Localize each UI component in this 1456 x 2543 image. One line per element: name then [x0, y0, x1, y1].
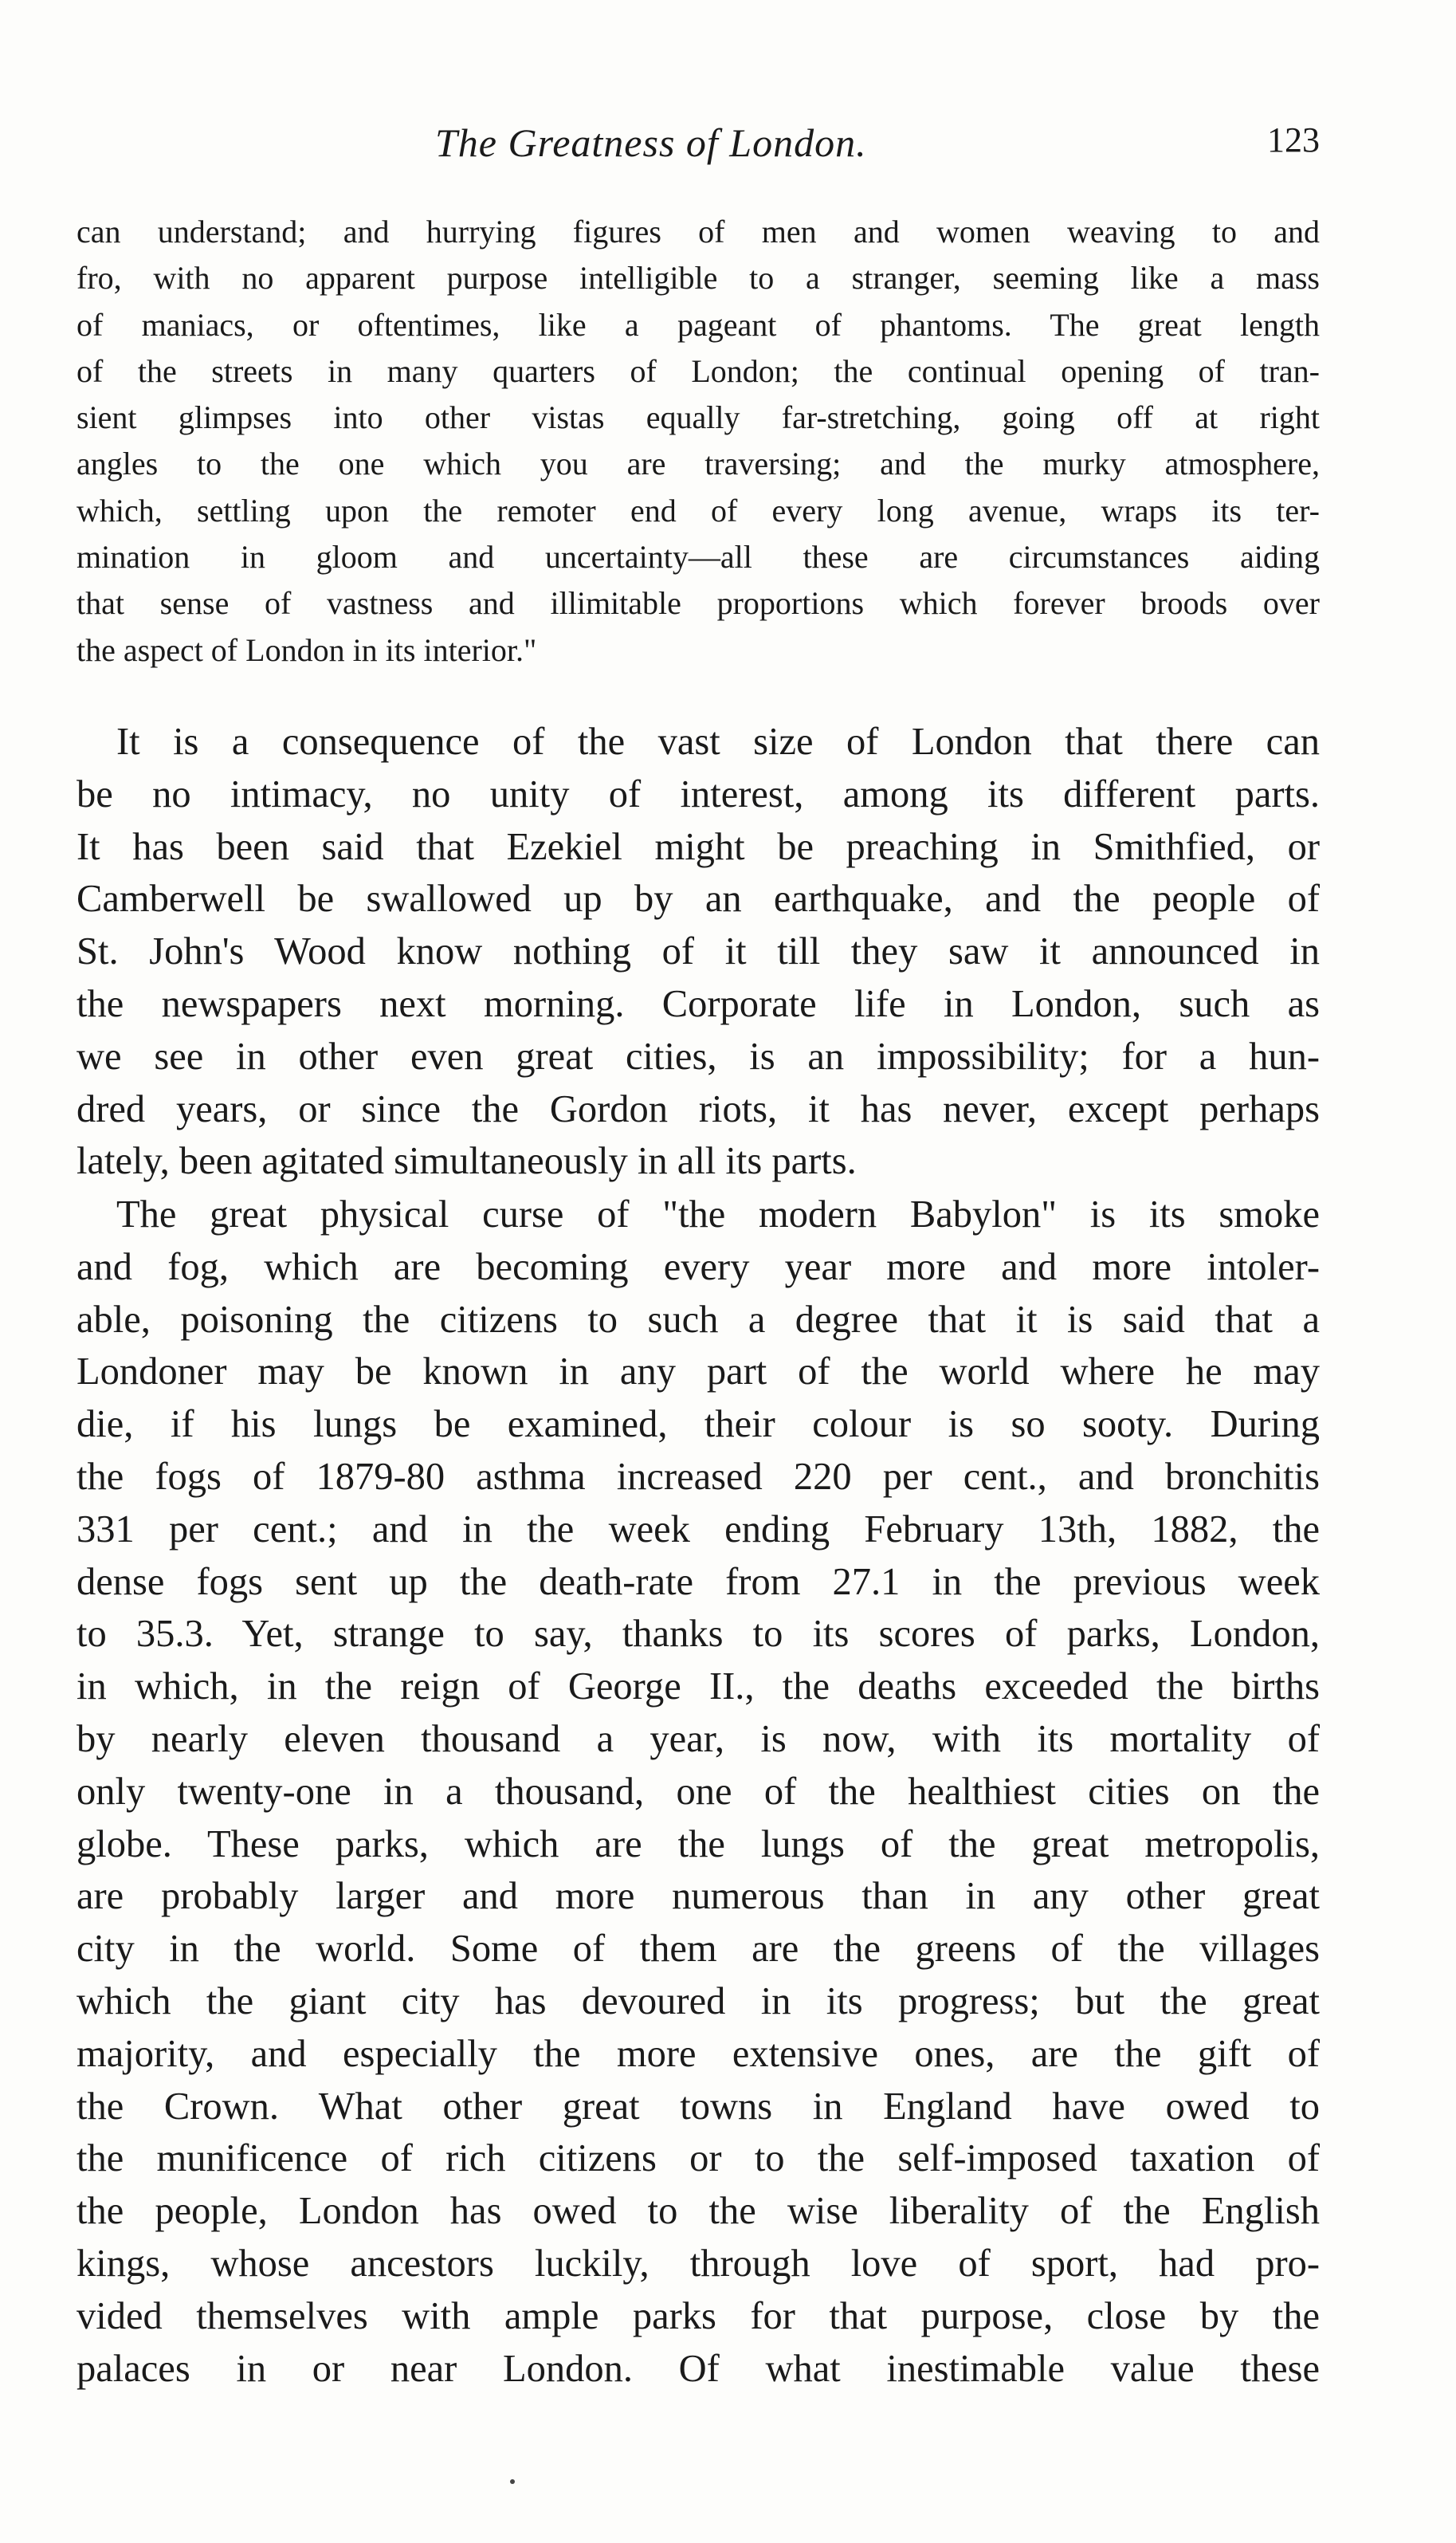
- text-line: mination in gloom and uncertainty—all these are circumstances aiding: [77, 539, 1320, 576]
- text-line: 331 per cent.; and in the week ending February 13th, 1882, the: [77, 1507, 1320, 1551]
- text-line: the Crown. What other great towns in England have owed to: [77, 2085, 1320, 2128]
- text-line: the newspapers next morning. Corporate life in London, such as: [77, 982, 1320, 1025]
- text-line: be no intimacy, no unity of interest, among its different parts.: [77, 772, 1320, 816]
- text-line: lately, been agitated simultaneously in all its parts.: [77, 1140, 857, 1183]
- text-line: dred years, or since the Gordon riots, it has never, except perhaps: [77, 1087, 1320, 1130]
- text-line: The great physical curse of "the modern Babylon" is its smoke: [116, 1193, 1320, 1236]
- text-line: only twenty-one in a thousand, one of the healthiest cities on the: [77, 1770, 1320, 1813]
- text-line: vided themselves with ample parks for that purpose, close by the: [77, 2294, 1320, 2337]
- paragraph-2: [77, 1189, 1320, 2395]
- text-line: majority, and especially the more extensive ones, are the gift of: [77, 2032, 1320, 2075]
- text-line: of the streets in many quarters of London; the continual opening of tran-: [77, 352, 1320, 389]
- text-line: able, poisoning the citizens to such a degree that it is said that a: [77, 1298, 1320, 1341]
- text-line: angles to the one which you are traversing; and the murky atmosphere,: [77, 446, 1320, 482]
- text-line: and fog, which are becoming every year more and more intoler-: [77, 1245, 1320, 1288]
- running-head: [77, 120, 1320, 175]
- text-line: It has been said that Ezekiel might be preaching in Smithfied, or: [77, 825, 1320, 868]
- text-line: fro, with no apparent purpose intelligible to a stranger, seeming like a mass: [77, 260, 1320, 297]
- page-number: 123: [1267, 120, 1320, 159]
- paragraph-1: [77, 716, 1320, 1188]
- text-line: palaces in or near London. Of what inestimable value these: [77, 2347, 1320, 2390]
- text-line: city in the world. Some of them are the greens of the villages: [77, 1928, 1320, 1971]
- text-line: which, settling upon the remoter end of every long avenue, wraps its ter-: [77, 492, 1320, 529]
- text-line: Londoner may be known in any part of the world where he may: [77, 1350, 1320, 1393]
- text-line: which the giant city has devoured in its progress; but the great: [77, 1979, 1320, 2022]
- text-line: It is a consequence of the vast size of London that there can: [116, 721, 1320, 763]
- text-line: can understand; and hurrying figures of men and women weaving to and: [77, 214, 1320, 250]
- text-line: kings, whose ancestors luckily, through love of sport, had pro-: [77, 2242, 1320, 2285]
- text-line: that sense of vastness and illimitable proportions which forever broods over: [77, 585, 1320, 622]
- text-line: of maniacs, or oftentimes, like a pageant of phantoms. The great length: [77, 306, 1320, 343]
- text-line: to 35.3. Yet, strange to say, thanks to its scores of parks, London,: [77, 1613, 1320, 1656]
- text-line: die, if his lungs be examined, their colour is so sooty. During: [77, 1403, 1320, 1446]
- print-speck: [510, 2479, 515, 2484]
- text-line: the fogs of 1879-80 asthma increased 220 per cent., and bronchitis: [77, 1455, 1320, 1498]
- text-line: dense fogs sent up the death-rate from 27.1 in the previous week: [77, 1560, 1320, 1603]
- running-title: The Greatness of London.: [435, 120, 867, 165]
- text-line: Camberwell be swallowed up by an earthquake, and the people of: [77, 878, 1320, 921]
- text-line: sient glimpses into other vistas equally far-stretching, going off at right: [77, 399, 1320, 436]
- quoted-passage: [77, 209, 1320, 674]
- text-line: the people, London has owed to the wise liberality of the English: [77, 2190, 1320, 2233]
- text-line: by nearly eleven thousand a year, is now, with its mortality of: [77, 1717, 1320, 1760]
- text-line: in which, in the reign of George II., the deaths exceeded the births: [77, 1665, 1320, 1708]
- text-line: we see in other even great cities, is an impossibility; for a hun-: [77, 1035, 1320, 1078]
- text-line: St. John's Wood know nothing of it till they saw it announced in: [77, 930, 1320, 973]
- text-line: are probably larger and more numerous than in any other great: [77, 1875, 1320, 1918]
- text-line: the munificence of rich citizens or to the self-imposed taxation of: [77, 2137, 1320, 2180]
- text-line: the aspect of London in its interior.": [77, 631, 537, 668]
- text-line: globe. These parks, which are the lungs of the great metropolis,: [77, 1822, 1320, 1865]
